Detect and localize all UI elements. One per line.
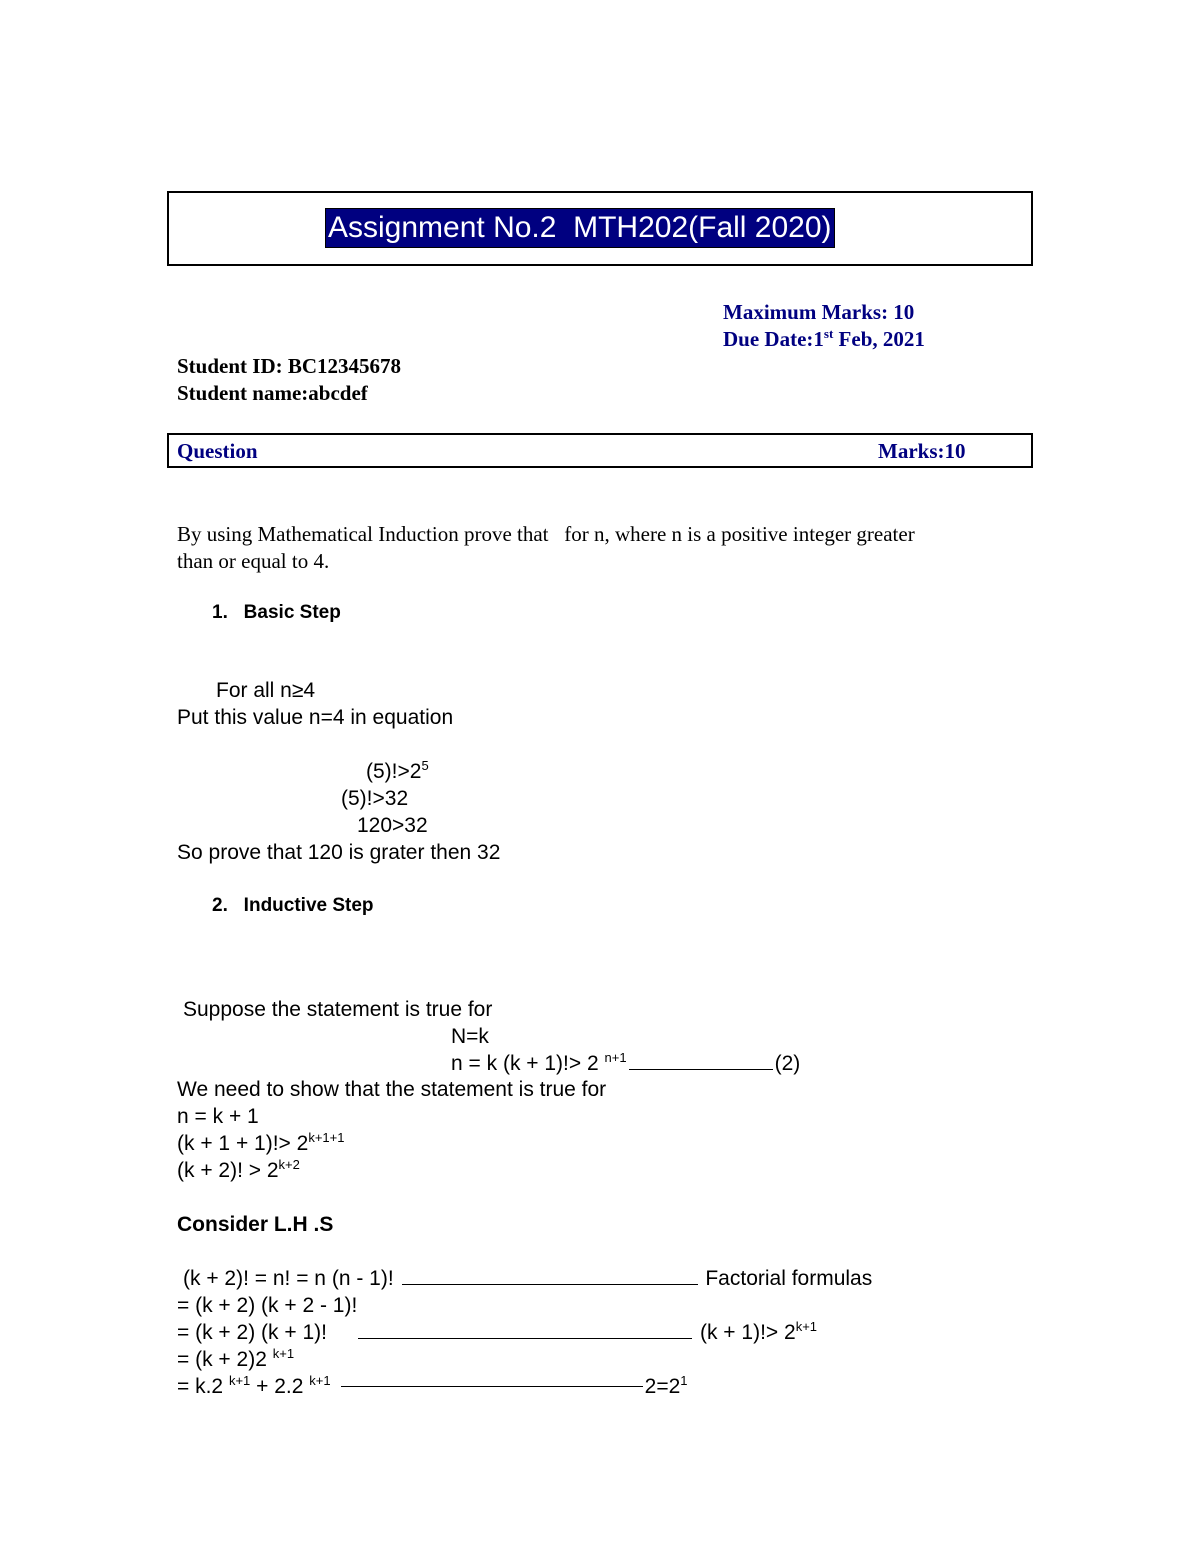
consider-line-1: (k + 2)! = n! = n (n - 1)! Factorial formulas bbox=[183, 1267, 873, 1290]
due-date: Due Date:1st Feb, 2021 bbox=[723, 326, 925, 351]
prompt-line-1: By using Mathematical Induction prove that for n, where n is a positive integer greater bbox=[177, 522, 915, 546]
line-5-rule bbox=[341, 1386, 643, 1387]
inductive-statement-1: $(k + 1 + 1)!> 2^{k+1+1}$ bbox=[177, 1130, 345, 1155]
inductive-suppose: Suppose the statement is true for bbox=[183, 998, 493, 1021]
prompt-line-2: than or equal to 4. bbox=[177, 549, 330, 573]
basic-equation-3: 120>32 bbox=[357, 814, 428, 837]
inductive-n-eq-k1: n = k + 1 bbox=[177, 1105, 259, 1128]
maximum-marks: Maximum Marks: 10 bbox=[723, 300, 915, 324]
line-3-underline bbox=[358, 1338, 692, 1339]
basic-for-all: For all n≥4 bbox=[216, 679, 316, 702]
consider-line-3: = (k + 2) (k + 1)! $(k + 1)!> 2^{k+1}$ bbox=[177, 1319, 818, 1344]
line-1-underline bbox=[402, 1284, 698, 1285]
basic-equation-1: $(5)!>2^5$ bbox=[366, 758, 429, 783]
inductive-step-heading: 2. Inductive Step bbox=[212, 895, 374, 916]
inductive-hypothesis: n = k (k + 1)!> 2 $^{n+1}$ (2) bbox=[451, 1050, 801, 1075]
question-marks: Marks:10 bbox=[878, 439, 966, 463]
consider-line-2: = (k + 2) (k + 2 - 1)! bbox=[177, 1294, 358, 1317]
hypothesis-underline bbox=[629, 1069, 773, 1070]
consider-line-5: = k.2 $^{k+1}$ + 2.2 $^{k+1}$ $2=2^1$ bbox=[177, 1373, 688, 1398]
consider-line-4: = (k + 2)2 $^{k+1}$ bbox=[177, 1346, 295, 1371]
consider-heading: Consider L.H .S bbox=[177, 1213, 334, 1236]
basic-put-value: Put this value n=4 in equation bbox=[177, 706, 454, 729]
student-id: Student ID: BC12345678 bbox=[177, 354, 402, 378]
basic-conclusion: So prove that 120 is grater then 32 bbox=[177, 841, 501, 864]
question-label: Question bbox=[177, 439, 258, 463]
basic-step-heading: 1. Basic Step bbox=[212, 602, 341, 623]
inductive-need-show: We need to show that the statement is true for bbox=[177, 1078, 607, 1101]
assignment-title: Assignment No.2 MTH202(Fall 2020) bbox=[326, 209, 834, 247]
basic-equation-2: (5)!>32 bbox=[341, 787, 409, 810]
inductive-n-eq-k: N=k bbox=[451, 1025, 489, 1048]
inductive-statement-2: (k + 2)! > $2^{k+2}$ bbox=[177, 1157, 300, 1182]
student-name: Student name:abcdef bbox=[177, 381, 368, 405]
